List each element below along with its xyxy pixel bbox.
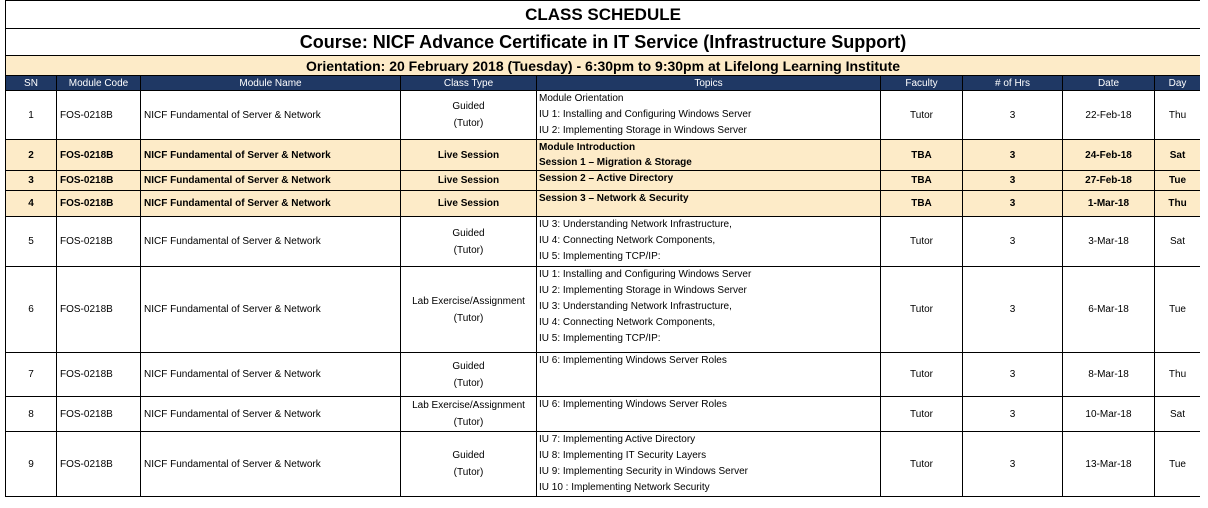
cell-sn: 9 [6,432,57,497]
cell-topics [537,140,881,171]
cell-module-name: NICF Fundamental of Server & Network [141,171,401,191]
cell-class-type [401,140,537,171]
class-type-line: (Tutor) [453,312,484,324]
cell-date: 8-Mar-18 [1063,353,1155,397]
cell-sn: 2 [6,140,57,171]
topic-line: Session 3 – Network & Security [539,193,689,204]
schedule-row [6,171,1201,191]
cell-hours: 3 [963,217,1063,267]
topic-line: IU 10 : Implementing Network Security [539,482,710,493]
cell-day: Thu [1155,191,1201,217]
schedule-sheet [5,0,1200,508]
schedule-row [6,140,1201,171]
cell-module-code: FOS-0218B [57,140,141,171]
cell-topics [537,171,881,191]
cell-hours: 3 [963,191,1063,217]
cell-module-name: NICF Fundamental of Server & Network [141,91,401,140]
class-type-line: Live Session [437,149,500,161]
cell-topics [537,191,881,217]
cell-faculty: TBA [881,191,963,217]
col-header-topics: Topics [537,76,881,91]
cell-day: Sat [1155,217,1201,267]
cell-day: Tue [1155,432,1201,497]
cell-module-name: NICF Fundamental of Server & Network [141,267,401,353]
class-type-line: Guided [452,360,485,372]
schedule-row [6,217,1201,267]
class-type-line: Guided [452,450,485,461]
cell-class-type [401,397,537,432]
topic-line: IU 3: Understanding Network Infrastructure, [539,219,732,230]
schedule-title: CLASS SCHEDULE [6,1,1201,29]
schedule-row [6,353,1201,397]
col-header-date: Date [1063,76,1155,91]
col-header-hours: # of Hrs [963,76,1063,91]
schedule-row [6,267,1201,353]
class-type-line: Guided [452,227,485,239]
cell-class-type [401,191,537,217]
column-header-row [6,76,1201,91]
cell-hours: 3 [963,267,1063,353]
cell-sn: 5 [6,217,57,267]
cell-faculty: Tutor [881,91,963,140]
cell-hours: 3 [963,171,1063,191]
cell-module-code: FOS-0218B [57,353,141,397]
col-header-faculty: Faculty [881,76,963,91]
cell-topics [537,91,881,140]
cell-sn: 6 [6,267,57,353]
topic-line: IU 5: Implementing TCP/IP: [539,251,661,262]
class-type-line: Live Session [437,175,500,186]
cell-class-type [401,171,537,191]
cell-sn: 1 [6,91,57,140]
cell-module-code: FOS-0218B [57,217,141,267]
topic-line: IU 2: Implementing Storage in Windows Server [539,125,747,136]
cell-date: 13-Mar-18 [1063,432,1155,497]
class-type-line: Lab Exercise/Assignment [412,295,525,307]
cell-day: Sat [1155,397,1201,432]
schedule-row [6,432,1201,497]
class-type-line: (Tutor) [453,244,484,256]
schedule-table [5,0,1200,497]
schedule-row [6,397,1201,432]
cell-module-code: FOS-0218B [57,191,141,217]
orientation-banner: Orientation: 20 February 2018 (Tuesday) - 6:30pm to 9:30pm at Lifelong Learning Institute [6,56,1201,76]
cell-date: 6-Mar-18 [1063,267,1155,353]
col-header-class-type: Class Type [401,76,537,91]
cell-module-name: NICF Fundamental of Server & Network [141,432,401,497]
cell-sn: 3 [6,171,57,191]
cell-module-name: NICF Fundamental of Server & Network [141,140,401,171]
cell-sn: 8 [6,397,57,432]
cell-module-name: NICF Fundamental of Server & Network [141,397,401,432]
topic-line: IU 7: Implementing Active Directory [539,434,696,445]
cell-date: 22-Feb-18 [1063,91,1155,140]
cell-topics [537,432,881,497]
topic-line: Session 2 – Active Directory [539,173,674,184]
col-header-module-code: Module Code [57,76,141,91]
cell-day: Sat [1155,140,1201,171]
cell-faculty: TBA [881,140,963,171]
class-type-line: Guided [452,101,485,112]
col-header-day: Day [1155,76,1201,91]
class-type-line: (Tutor) [453,467,484,478]
topic-line: IU 6: Implementing Windows Server Roles [539,355,727,366]
cell-class-type [401,267,537,353]
cell-day: Thu [1155,353,1201,397]
cell-class-type [401,91,537,140]
cell-faculty: Tutor [881,397,963,432]
cell-module-name: NICF Fundamental of Server & Network [141,217,401,267]
cell-topics [537,267,881,353]
cell-day: Tue [1155,267,1201,353]
class-type-line: Lab Exercise/Assignment [412,400,525,411]
schedule-row [6,91,1201,140]
cell-class-type [401,353,537,397]
topic-line: IU 2: Implementing Storage in Windows Server [539,285,747,296]
cell-date: 1-Mar-18 [1063,191,1155,217]
topic-line: IU 1: Installing and Configuring Windows Server [539,109,752,120]
class-type-line: Live Session [437,198,500,209]
topic-line: IU 4: Connecting Network Components, [539,317,716,328]
topic-line: Module Orientation [539,93,624,104]
cell-sn: 4 [6,191,57,217]
cell-day: Tue [1155,171,1201,191]
cell-hours: 3 [963,353,1063,397]
topic-line: IU 1: Installing and Configuring Windows Server [539,269,752,280]
cell-hours: 3 [963,397,1063,432]
cell-module-name: NICF Fundamental of Server & Network [141,353,401,397]
class-type-line: (Tutor) [453,417,484,428]
cell-sn: 7 [6,353,57,397]
topic-line: IU 8: Implementing IT Security Layers [539,450,707,461]
cell-module-code: FOS-0218B [57,397,141,432]
cell-date: 10-Mar-18 [1063,397,1155,432]
topic-line: IU 9: Implementing Security in Windows Server [539,466,748,477]
cell-faculty: TBA [881,171,963,191]
cell-faculty: Tutor [881,217,963,267]
cell-topics [537,397,881,432]
cell-topics [537,353,881,397]
cell-module-name: NICF Fundamental of Server & Network [141,191,401,217]
topic-line: IU 4: Connecting Network Components, [539,235,716,246]
cell-date: 27-Feb-18 [1063,171,1155,191]
cell-hours: 3 [963,140,1063,171]
class-type-line: (Tutor) [453,118,484,129]
cell-faculty: Tutor [881,353,963,397]
col-header-sn: SN [6,76,57,91]
cell-class-type [401,217,537,267]
cell-module-code: FOS-0218B [57,432,141,497]
cell-class-type [401,432,537,497]
cell-faculty: Tutor [881,432,963,497]
cell-hours: 3 [963,91,1063,140]
topic-line: IU 5: Implementing TCP/IP: [539,333,661,344]
cell-faculty: Tutor [881,267,963,353]
cell-module-code: FOS-0218B [57,171,141,191]
cell-topics [537,217,881,267]
cell-date: 24-Feb-18 [1063,140,1155,171]
topic-line: Module Introduction [539,142,636,153]
class-type-line: (Tutor) [453,377,484,389]
col-header-module-name: Module Name [141,76,401,91]
cell-module-code: FOS-0218B [57,91,141,140]
cell-day: Thu [1155,91,1201,140]
topic-line: Session 1 – Migration & Storage [539,157,692,168]
course-title: Course: NICF Advance Certificate in IT Service (Infrastructure Support) [6,29,1201,56]
cell-hours: 3 [963,432,1063,497]
topic-line: IU 6: Implementing Windows Server Roles [539,399,727,410]
cell-date: 3-Mar-18 [1063,217,1155,267]
schedule-row [6,191,1201,217]
cell-module-code: FOS-0218B [57,267,141,353]
topic-line: IU 3: Understanding Network Infrastructure, [539,301,732,312]
